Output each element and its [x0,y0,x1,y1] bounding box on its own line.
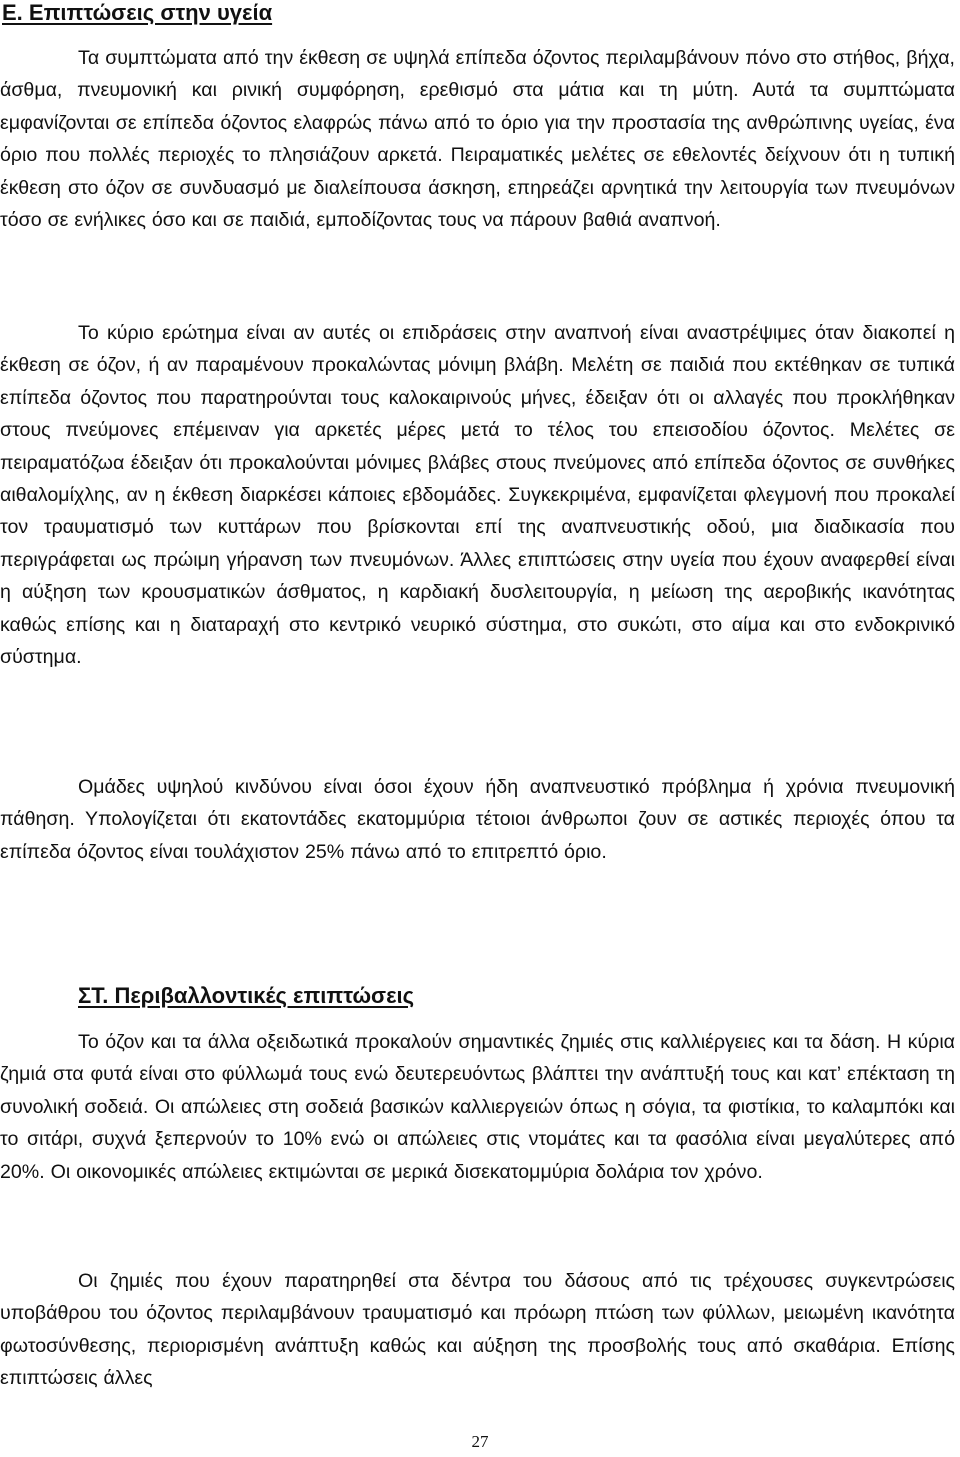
paragraph-crop-damage: Το όζον και τα άλλα οξειδωτικά προκαλούν σημαντικές ζημιές στις καλλιέργειες και τα δάση. Η κύρια ζημιά στα φυτά είναι στο φύλλωμά τους ενώ δευτερευόντως βλάπτει την ανάπτυξή τους και κατ’ επέκταση τη συνολική σοδειά. Οι απώλειες στη σοδειά βασικών καλλιεργειών όπως η σόγια, τα φιστίκια, το καλαμπόκι και το σιτάρι, συχνά ξεπερνούν το 10% ενώ οι απώλειες στις ντομάτες και τα φασόλια είναι μεγαλύτερες από 20%. Οι οικονομικές απώλειες εκτιμώνται σε μερικά δισεκατομμύρια δολάρια τον χρόνο. [0,1031,955,1183]
paragraph-forest-damage: Οι ζημιές που έχουν παρατηρηθεί στα δέντρα του δάσους από τις τρέχουσες συγκεντρώσεις υποβάθρου του όζοντος περιλαμβάνουν τραυματισμό και πρόωρη πτώση των φύλλων, μειωμένη ικανότητα φωτοσύνθεσης, περιορισμένη ανάπτυξη καθώς και αύξηση της προσβολής τους από σκαθάρια. Επίσης επιπτώσεις άλλες [0,1270,955,1390]
section-heading-environment: ΣΤ. Περιβαλλοντικές επιπτώσεις [78,983,415,1008]
page-number: 27 [471,1432,489,1451]
paragraph-health-symptoms: Τα συμπτώματα από την έκθεση σε υψηλά επίπεδα όζοντος περιλαμβάνουν πόνο στο στήθος, βήχα, άσθμα, πνευμονική και ρινική συμφόρηση, ερεθισμό στα μάτια και τη μύτη. Αυτά τα συμπτώματα εμφανίζονται σε επίπεδα όζοντος ελαφρώς πάνω από το όριο για την προστασία της ανθρώπινης υγείας, ένα όριο που πολλές περιοχές το πλησιάζουν αρκετά. Πειραματικές μελέτες σε εθελοντές δείχνουν ότι η τυπική έκθεση στο όζον σε συνδυασμό με διαλείπουσα άσκηση, επηρεάζει αρνητικά την λειτουργία των πνευμόνων τόσο σε ενήλικες όσο και σε παιδιά, εμποδίζοντας τους να πάρουν βαθιά αναπνοή. [0,47,955,232]
paragraph-health-effects: Το κύριο ερώτημα είναι αν αυτές οι επιδράσεις στην αναπνοή είναι αναστρέψιμες όταν διακοπεί η έκθεση σε όζον, ή αν παραμένουν προκαλώντας μόνιμη βλάβη. Μελέτη σε παιδιά που εκτέθηκαν σε τυπικά επίπεδα όζοντος που παρατηρούνται τους καλοκαιρινούς μήνες, έδειξαν ότι οι αλλαγές που προκλήθηκαν στους πνεύμονες επέμειναν για αρκετές μέρες μετά το τέλος του επεισοδίου όζοντος. Μελέτες σε πειραματόζωα έδειξαν ότι προκαλούνται μόνιμες βλάβες στους πνεύμονες από επίπεδα όζοντος σε συνθήκες αιθαλομίχλης, αν η έκθεση διαρκέσει κάποιες εβδομάδες. Συγκεκριμένα, εμφανίζεται φλεγμονή που προκαλεί τον τραυματισμό των κυττάρων που βρίσκονται επί της αναπνευστικής οδού, μια διαδικασία που περιγράφεται ως πρώιμη γήρανση των πνευμόνων. Άλλες επιπτώσεις στην υγεία που έχουν αναφερθεί είναι η αύξηση των κρουσματικών άσθματος, η καρδιακή δυσλειτουργία, η μείωση της αεροβικής ικανότητας καθώς επίσης και η διαταραχή στο κεντρικό νευρικό σύστημα, στο συκώτι, στο αίμα και στο ενδοκρινικό σύστημα. [0,322,955,669]
section-heading-health: Ε. Επιπτώσεις στην υγεία [2,0,273,25]
paragraph-high-risk-groups: Ομάδες υψηλού κινδύνου είναι όσοι έχουν ήδη αναπνευστικό πρόβλημα ή χρόνια πνευμονική πάθηση. Υπολογίζεται ότι εκατοντάδες εκατομμύρια τέτοιοι άνθρωποι ζουν σε αστικές περιοχές όπου τα επίπεδα όζοντος είναι τουλάχιστον 25% πάνω από το επιτρεπτό όριο. [0,776,955,863]
